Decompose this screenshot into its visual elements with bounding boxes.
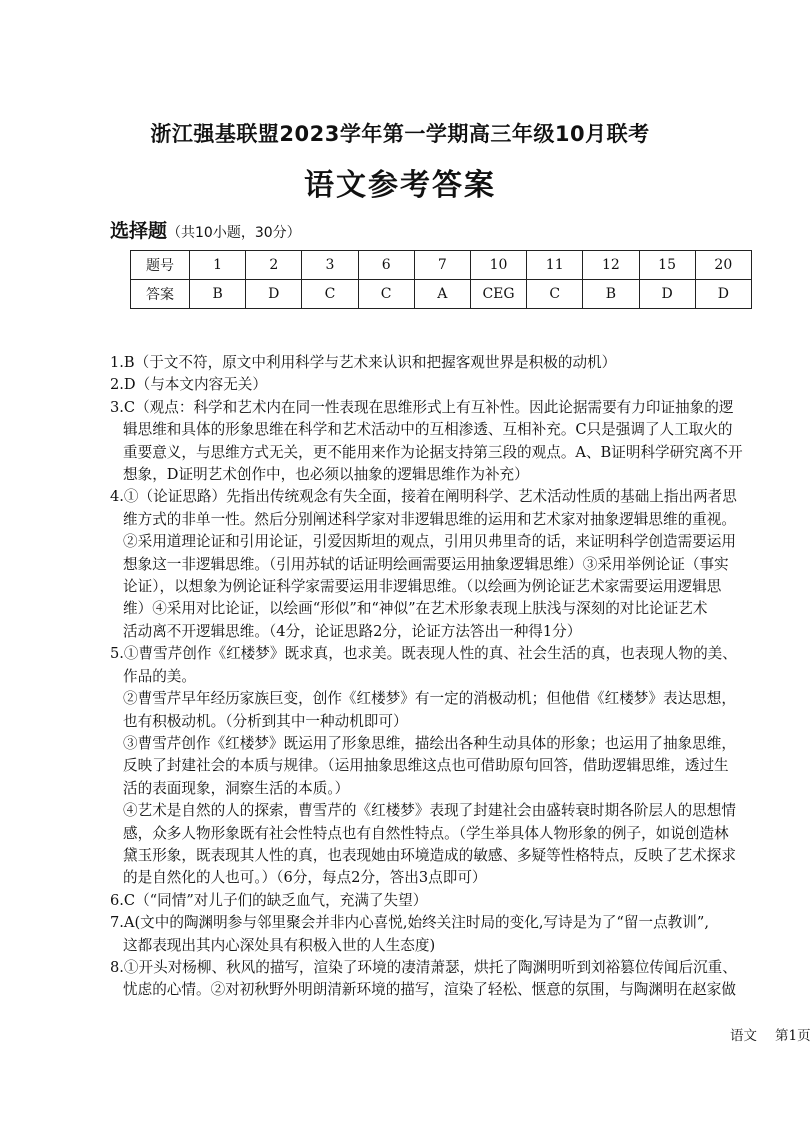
answer-item (110, 912, 770, 957)
answer-item (110, 890, 770, 912)
answer-line: 3.C（观点：科学和艺术内在同一性表现在思维形式上有互补性。因此论据需要有力印证抽象的逻 (110, 398, 734, 416)
answer-line: 感，众多人物形象既有社会性特点也有自然性特点。（学生举具体人物形象的例子，如说创造林 (123, 824, 729, 842)
answer-line: 4.①（论证思路）先指出传统观念有失全面，接着在阐明科学、艺术活动性质的基础上指出两者思 (110, 488, 737, 506)
question-number-cell: 15 (639, 251, 695, 280)
question-number-cell: 3 (302, 251, 358, 280)
row-label-answer: 答案 (131, 280, 190, 309)
answer-line: 2.D（与本文内容无关） (110, 376, 267, 394)
section-note: （共10小题，30分） (167, 225, 301, 241)
answer-line: 想象这一非逻辑思维。（引用苏轼的话证明绘画需要运用抽象逻辑思维）③采用举例论证（事实 (123, 555, 729, 573)
answer-line: ③曹雪芹创作《红楼梦》既运用了形象思维，描绘出各种生动具体的形象；也运用了抽象思维， (123, 734, 736, 752)
answer-item (110, 374, 770, 396)
answer-cell: B (190, 280, 246, 309)
answer-line: 维）④采用对比论证，以绘画“形似”和“神似”在艺术形象表现上肤浅与深刻的对比论证艺术 (123, 600, 708, 618)
section-title: 选择题 (110, 220, 168, 242)
answer-cell: B (583, 280, 639, 309)
answer-line: 论证），以想象为例论证科学家需要运用非逻辑思维。（以绘画为例论证艺术家需要运用逻辑思 (123, 578, 722, 596)
answer-cell: A (414, 280, 470, 309)
answer-item (110, 957, 770, 1002)
document-title: 语文参考答案 (304, 168, 496, 203)
answer-cell: D (695, 280, 751, 309)
section-heading (110, 216, 301, 243)
answer-line: 作品的美。 (123, 667, 196, 685)
footer-page-number: 第1页 (775, 1028, 811, 1044)
question-number-cell: 6 (358, 251, 414, 280)
answer-table (130, 250, 752, 309)
question-number-cell: 20 (695, 251, 751, 280)
answer-item (110, 486, 770, 643)
answer-line: 辑思维和具体的形象思维在科学和艺术活动中的互相渗透、互相补充。C只是强调了人工取火的 (123, 421, 733, 439)
answer-line: 活动离不开逻辑思维。（4分，论证思路2分，论证方法答出一种得1分） (123, 622, 582, 640)
question-number-cell: 1 (190, 251, 246, 280)
answer-line: ④艺术是自然的人的探索，曹雪芹的《红楼梦》表现了封建社会由盛转衰时期各阶层人的思想情 (123, 802, 736, 820)
row-label-question-number: 题号 (131, 251, 190, 280)
table-row-question-numbers (131, 251, 752, 280)
answer-line: 1.B（于文不符，原文中利用科学与艺术来认识和把握客观世界是积极的动机） (110, 354, 617, 371)
table-row-answers (131, 280, 752, 309)
answer-line: 也有积极动机。（分析到其中一种动机即可） (123, 712, 408, 730)
question-number-cell: 11 (527, 251, 583, 280)
answer-line: 忧虑的心情。②对初秋野外明朗清新环境的描写，渲染了轻松、惬意的氛围，与陶渊明在赵家做 (123, 981, 736, 999)
exam-title: 浙江强基联盟2023学年第一学期高三年级10月联考 (150, 122, 650, 146)
answer-line: 重要意义，与思维方式无关，更不能用来作为论据支持第三段的观点。A、B证明科学研究离不开 (123, 443, 743, 461)
answer-item (110, 352, 770, 374)
answer-item (110, 643, 770, 889)
answer-cell: D (246, 280, 302, 309)
answer-line: ②曹雪芹早年经历家族巨变，创作《红楼梦》有一定的消极动机；但他借《红楼梦》表达思想， (123, 690, 736, 708)
question-number-cell: 10 (470, 251, 526, 280)
answer-cell: C (527, 280, 583, 309)
page-footer (730, 1024, 811, 1044)
answer-explanations (110, 352, 770, 1002)
answer-line: 维方式的非单一性。然后分别阐述科学家对非逻辑思维的运用和艺术家对抽象逻辑思维的重视。 (123, 510, 736, 528)
answer-line: 5.①曹雪芹创作《红楼梦》既求真，也求美。既表现人性的真、社会生活的真，也表现人物的美、 (110, 645, 737, 663)
answer-line: 黛玉形象，既表现其人性的真，也表现她由环境造成的敏感、多疑等性格特点，反映了艺术探求 (123, 846, 736, 864)
footer-subject: 语文 (730, 1028, 757, 1044)
question-number-cell: 12 (583, 251, 639, 280)
answer-line: 反映了封建社会的本质与规律。（运用抽象思维这点也可借助原句回答，借助逻辑思维，透过生 (123, 757, 729, 775)
answer-cell: C (358, 280, 414, 309)
answer-line: 6.C（“同情”对儿子们的缺乏血气，充满了失望） (110, 891, 428, 909)
answer-line: ②采用道理论证和引用论证，引爱因斯坦的观点，引用贝弗里奇的话，来证明科学创造需要运用 (123, 533, 736, 551)
answer-line: 8.①开头对杨柳、秋风的描写，渲染了环境的凄清萧瑟，烘托了陶渊明听到刘裕篡位传闻后沉重、 (110, 958, 737, 976)
question-number-cell: 2 (246, 251, 302, 280)
answer-cell: D (639, 280, 695, 309)
answer-item (110, 397, 770, 487)
answer-cell: CEG (470, 280, 526, 309)
answer-line: 活的表面现象，洞察生活的本质。） (123, 779, 350, 797)
answer-line: 的是自然化的人也可。）（6分，每点2分，答出3点即可） (123, 869, 487, 887)
answer-line: 想象，D证明艺术创作中，也必须以抽象的逻辑思维作为补充） (123, 466, 529, 484)
answer-line: 这都表现出其内心深处具有积极入世的人生态度) (123, 936, 436, 954)
answer-line: 7.A(文中的陶渊明参与邻里聚会并非内心喜悦,始终关注时局的变化,写诗是为了“留一点教训”, (110, 914, 709, 932)
question-number-cell: 7 (414, 251, 470, 280)
answer-cell: C (302, 280, 358, 309)
